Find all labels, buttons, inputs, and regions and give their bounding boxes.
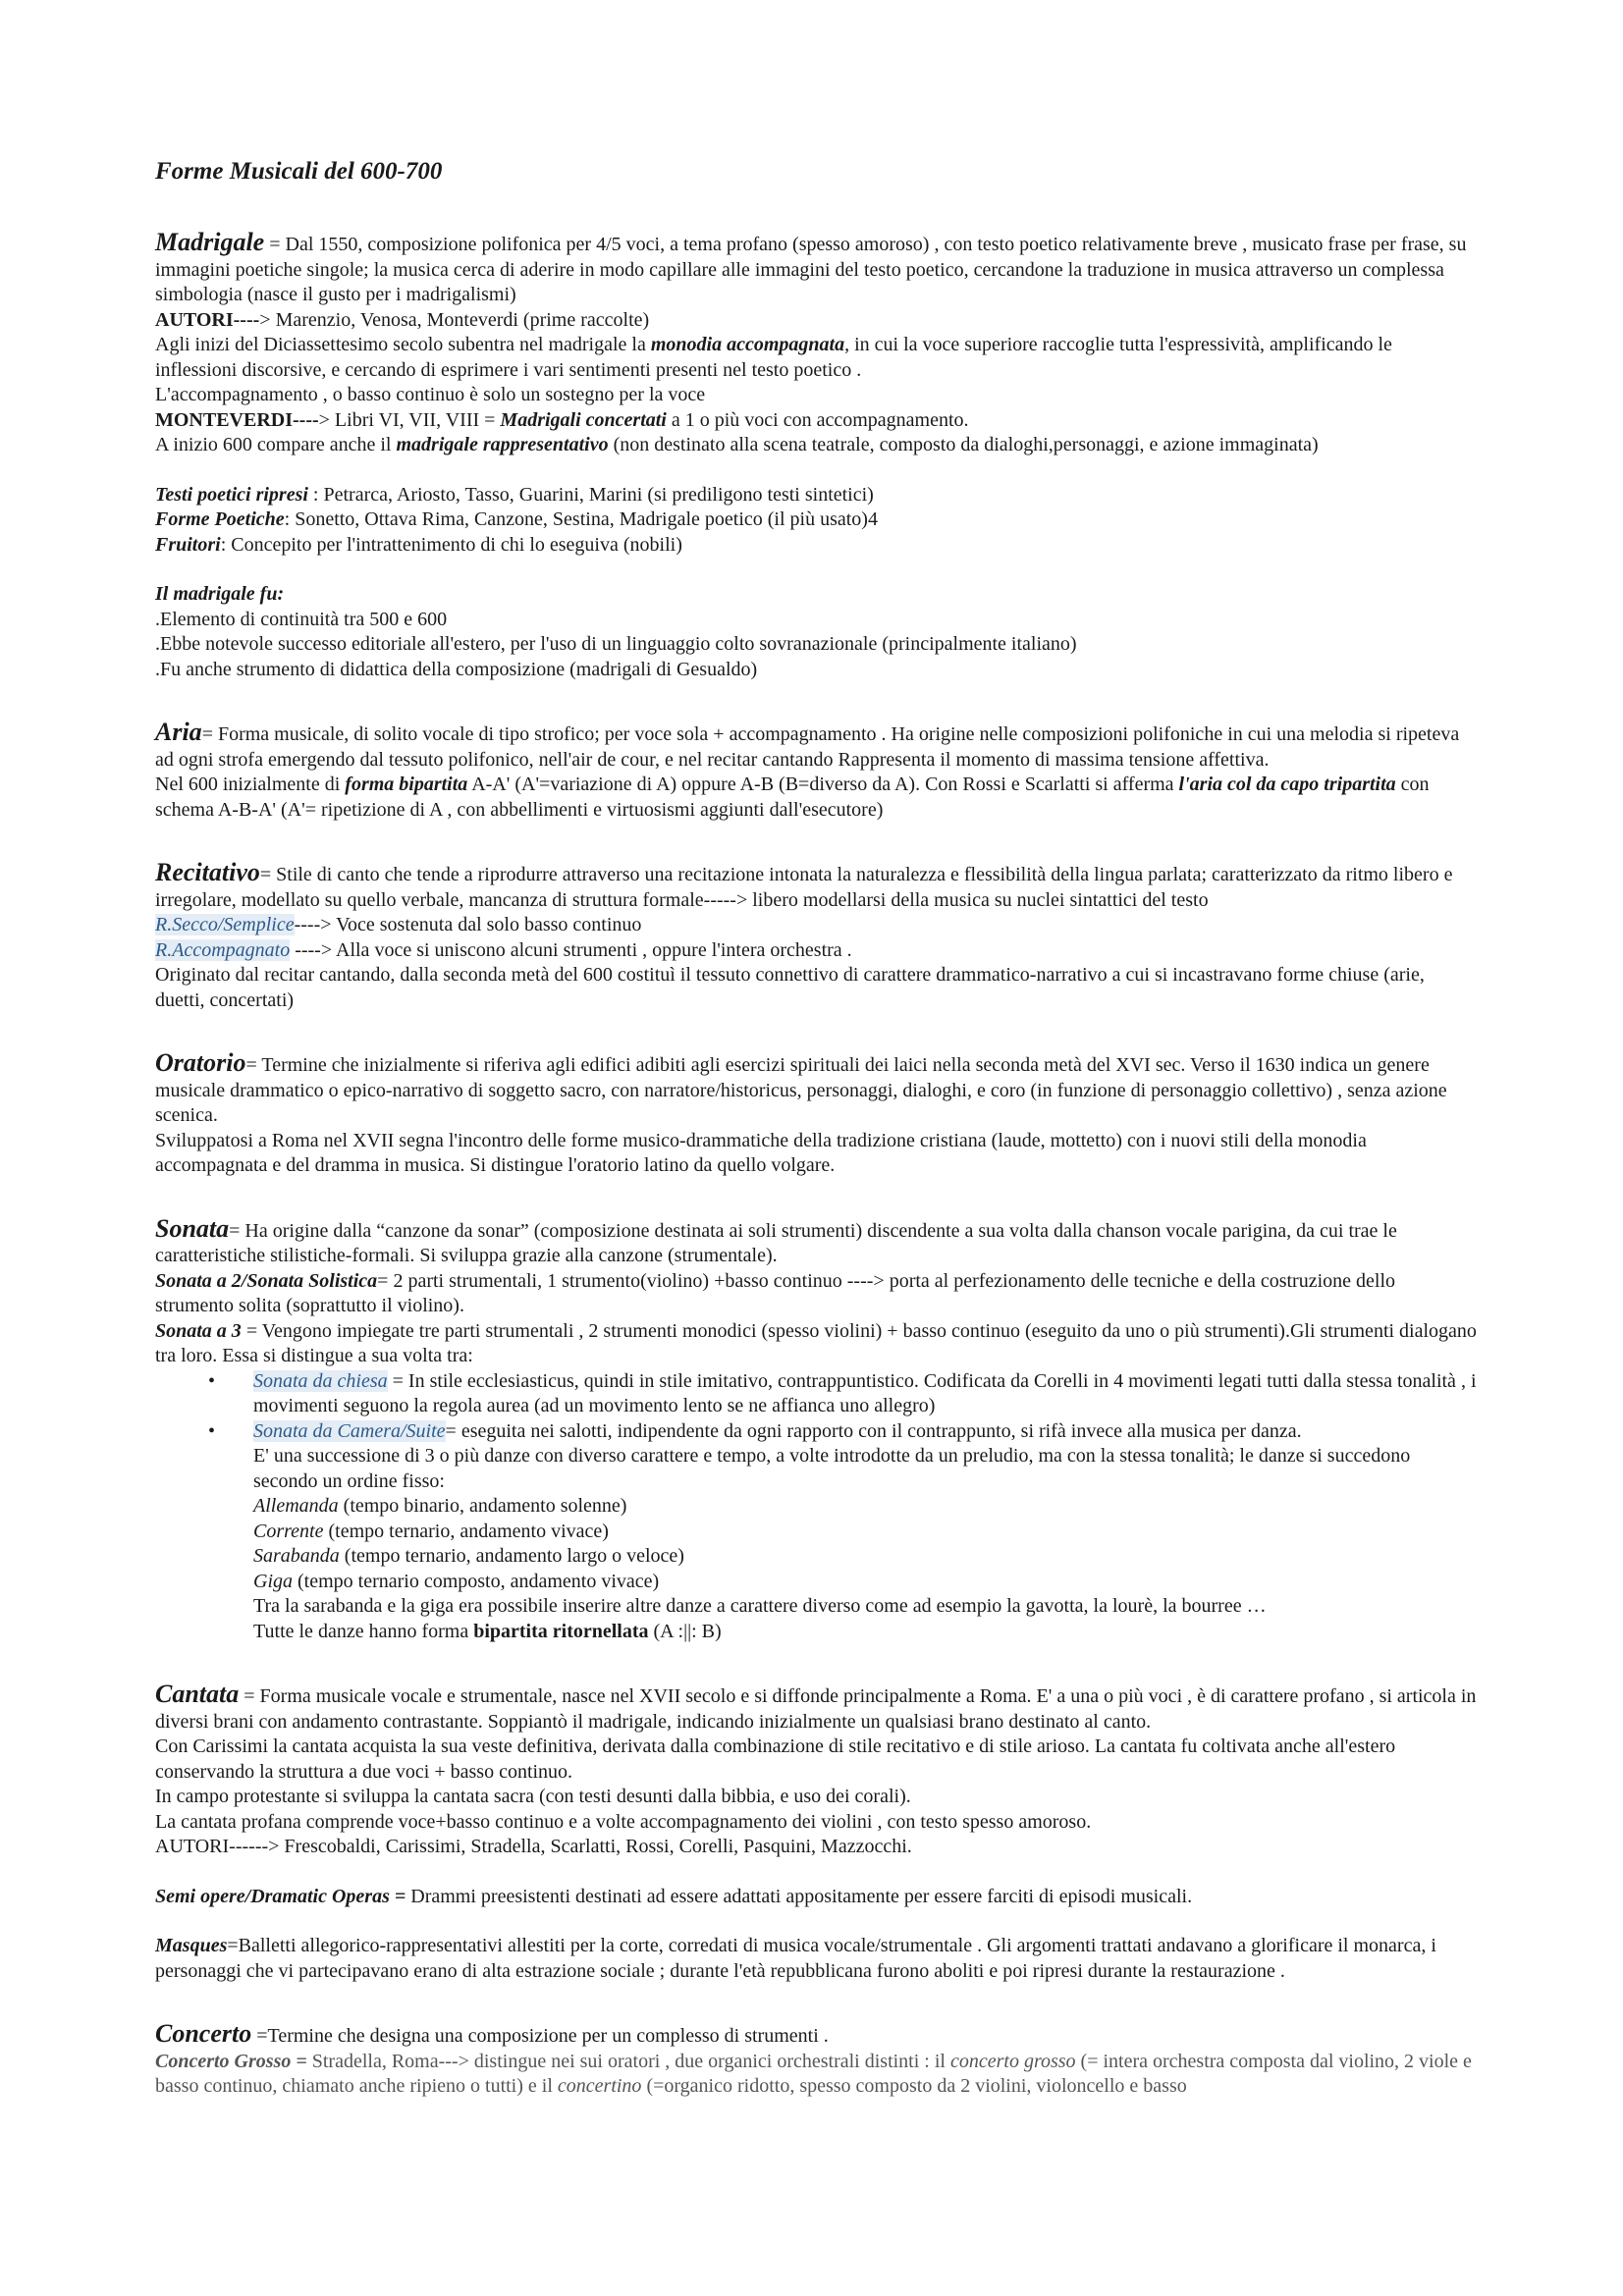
section-oratorio	[155, 1050, 1477, 1179]
text: a 1 o più voci con accompagnamento.	[666, 408, 969, 431]
dance-item	[253, 1520, 1477, 1545]
cantata-carissimi: Con Carissimi la cantata acquista la sua veste definitiva, derivata dalla combinazione di stile recitativo e di stile arioso. La cantata fu coltivata anche all'estero conservando la struttura a due voci + basso continuo.	[155, 1735, 1396, 1783]
text: Tutte le danze hanno forma	[253, 1620, 474, 1642]
madrigale-autori-text: > Marenzio, Venosa, Monteverdi (prime raccolte)	[259, 308, 650, 331]
cantata-profana: La cantata profana comprende voce+basso continuo e a volte accompagnamento dei violini , con testo spesso amoroso.	[155, 1810, 1092, 1833]
concerto-grosso-term: concerto grosso	[949, 2050, 1076, 2072]
list-item	[155, 1419, 1477, 1445]
text: ----> Alla voce si uniscono alcuni strumenti , oppure l'intera orchestra .	[290, 938, 852, 961]
recitativo-definition: = Stile di canto che tende a riprodurre attraverso una recitazione intonata la naturalezza e flessibilità della lingua parlata; caratterizzato da ritmo libero e irregolare, modellato su quello verbale, mancanza di struttura formale-----> libero modellarsi della musica su nuclei sintattici del testo	[155, 864, 1453, 911]
section-recitativo	[155, 860, 1477, 1013]
cantata-protestante: In campo protestante si sviluppa la cantata sacra (con testi desunti dalla bibbia, e uso dei corali).	[155, 1786, 911, 1807]
madrigale-rappresentativo-term: madrigale rappresentativo	[396, 434, 609, 455]
cantata-definition: = Forma musicale vocale e strumentale, nasce nel XVII secolo e si diffonde principalmente a Roma. E' a una o più voci , è di carattere profano , si articola in diversi brani con andamento contrastante. Soppiantò il madrigale, indicando inizialmente un qualsiasi brano destinato al canto.	[155, 1685, 1477, 1733]
sonata-definition: = Ha origine dalla “canzone da sonar” (composizione destinata ai soli strumenti) discendente a sua volta dalla chanson vocale parigina, da cui trae le caratteristiche stilistiche-formali. Si sviluppa grazie alla canzone (strumentale).	[155, 1219, 1397, 1266]
cantata-intro	[155, 1682, 1477, 1735]
sonata-camera-link[interactable]: Sonata da Camera/Suite	[253, 1419, 446, 1442]
masques-label: Masques	[155, 1935, 228, 1956]
dance-desc: (tempo ternario, andamento vivace)	[323, 1520, 609, 1542]
dance-desc: (tempo ternario, andamento largo o veloce)	[339, 1545, 684, 1567]
madrigale-monteverdi	[155, 408, 1477, 434]
madrigale-fu-label: Il madrigale fu:	[155, 583, 285, 605]
text: Drammi preesistenti destinati ad essere adattati appositamente per essere farciti di episodi musicali.	[406, 1885, 1193, 1907]
madrigale-forme	[155, 507, 1477, 533]
sonata-intro	[155, 1213, 1477, 1269]
recitativo-accompagnato	[155, 938, 1477, 964]
sonata-a3	[155, 1319, 1477, 1369]
oratorio-intro	[155, 1050, 1477, 1129]
testi-label: Testi poetici ripresi	[155, 483, 308, 506]
dance-desc: (tempo ternario composto, andamento vivace)	[293, 1570, 660, 1592]
madrigale-autori-label: AUTORI----	[155, 308, 260, 331]
madrigale-term: Madrigale	[155, 228, 265, 256]
aria-intro	[155, 720, 1477, 773]
bipartita-term: bipartita ritornellata	[473, 1620, 649, 1642]
sonata-a3-label: Sonata a 3	[155, 1319, 242, 1342]
text: > Libri VI, VII, VIII =	[318, 408, 501, 431]
madrigali-concertati-term: Madrigali concertati	[500, 408, 667, 431]
text: , in cui la voce superiore raccoglie tutta l'espressività, amplificando le inflessioni discorsive, e cercando di esprimere i vari sentimenti presenti nel testo poetico .	[155, 334, 1392, 381]
concertino-term: concertino	[557, 2075, 642, 2097]
recitativo-origine: Originato dal recitar cantando, dalla seconda metà del 600 costituì il tessuto connettivo di carattere drammatico-narrativo a cui si incastravano forme chiuse (arie, duetti, concertati)	[155, 964, 1425, 1011]
fruitori-label: Fruitori	[155, 533, 221, 556]
text: (non destinato alla scena teatrale, composto da dialoghi,personaggi, e azione immaginata)	[608, 434, 1319, 455]
madrigale-intro	[155, 230, 1477, 308]
dance-desc: (tempo binario, andamento solenne)	[338, 1495, 627, 1517]
page-title: Forme Musicali del 600-700	[155, 158, 443, 185]
oratorio-definition: = Termine che inizialmente si riferiva agli edifici adibiti agli esercizi spirituali dei laici nella seconda metà del XVI sec. Verso il 1630 indica un genere musicale drammatico o epico-narrativo di soggetto sacro, con narratore/historicus, personaggi, dialoghi, e coro (in funzione di personaggio collettivo) , senza azione scenica.	[155, 1054, 1447, 1126]
dance-item	[253, 1494, 1477, 1520]
sonata-types-list	[155, 1369, 1477, 1445]
madrigale-testi	[155, 483, 1477, 508]
section-semi-opere	[155, 1885, 1477, 1910]
forma-bipartita-term: forma bipartita	[345, 774, 468, 795]
dance-item	[253, 1570, 1477, 1595]
section-madrigale	[155, 230, 1477, 682]
cantata-term: Cantata	[155, 1680, 240, 1708]
text: = In stile ecclesiasticus, quindi in stile imitativo, contrappuntistico. Codificata da Corelli in 4 movimenti legati tutti dalla stessa tonalità , i movimenti seguono la regola aurea (ad un movimento lento se ne affianca uno allegro)	[253, 1369, 1477, 1416]
text: : Sonetto, Ottava Rima, Canzone, Sestina, Madrigale poetico (il più usato)4	[284, 508, 878, 530]
oratorio-term: Oratorio	[155, 1048, 246, 1077]
madrigale-autori	[155, 308, 1477, 334]
dance-name: Giga	[253, 1570, 293, 1592]
text: A inizio 600 compare anche il	[155, 434, 397, 455]
recitativo-secco-link[interactable]: R.Secco/Semplice	[155, 914, 295, 935]
concerto-definition: =Termine che designa una composizione per un complesso di strumenti .	[251, 2025, 829, 2047]
concerto-grosso	[155, 2050, 1477, 2100]
text: Stradella, Roma---> distingue nei sui oratori , due organici orchestrali distinti : il	[306, 2050, 950, 2072]
text: (= intera orchestra composta dal violino, 2 viole e basso continuo, chiamato anche ripieno o tutti) e il	[155, 2050, 1472, 2097]
dance-name: Sarabanda	[253, 1545, 340, 1567]
concerto-intro	[155, 2021, 1477, 2050]
list-item: .Elemento di continuità tra 500 e 600	[155, 608, 448, 630]
camera-forma	[253, 1620, 1477, 1645]
camera-extra-dances: Tra la sarabanda e la giga era possibile inserire altre danze a carattere diverso come ad esempio la gavotta, la lourè, la bourree …	[253, 1595, 1267, 1617]
semi-opere-label: Semi opere/Dramatic Operas =	[155, 1885, 406, 1907]
oratorio-sviluppo: Sviluppatosi a Roma nel XVII segna l'incontro delle forme musico-drammatiche della tradizione cristiana (laude, mottetto) con i nuovi stili della monodia accompagnata e del dramma in musica. Si distingue l'oratorio latino da quello volgare.	[155, 1129, 1367, 1176]
concerto-term: Concerto	[155, 2019, 252, 2048]
text: (=organico ridotto, spesso composto da 2 violini, violoncello e basso	[641, 2075, 1187, 2097]
cantata-autori: AUTORI------> Frescobaldi, Carissimi, Stradella, Scarlatti, Rossi, Corelli, Pasquini, Mazzocchi.	[155, 1836, 912, 1857]
recitativo-term: Recitativo	[155, 858, 260, 886]
section-aria	[155, 720, 1477, 823]
section-cantata	[155, 1682, 1477, 1860]
aria-definition: = Forma musicale, di solito vocale di tipo strofico; per voce sola + accompagnamento . Ha origine nelle composizioni polifoniche in cui una melodia si ripeteva ad ogni strofa emergendo dal tessuto polifonico, nell'air de cour, e nel recitar cantando Rappresenta il momento di massima tensione affettiva.	[155, 723, 1460, 771]
text: con schema A-B-A' (A'= ripetizione di A , con abbellimenti e virtuosismi aggiunti dall'esecutore)	[155, 774, 1430, 821]
list-item	[155, 1369, 1477, 1419]
text: ----> Voce sostenuta dal solo basso continuo	[294, 914, 642, 935]
aria-forma	[155, 773, 1477, 823]
madrigale-fruitori	[155, 533, 1477, 559]
masques-text	[155, 1934, 1477, 1984]
section-concerto	[155, 2021, 1477, 2100]
camera-description: E' una successione di 3 o più danze con diverso carattere e tempo, a volte introdotte da un preludio, ma con la stessa tonalità; le danze si succedono secondo un ordine fisso:	[253, 1445, 1411, 1492]
text: = Vengono impiegate tre parti strumentali , 2 strumenti monodici (spesso violini) + basso continuo (eseguito da uno o più strumenti).Gli strumenti dialogano tra loro. Essa si distingue a sua volta tra:	[155, 1319, 1477, 1366]
list-item: .Ebbe notevole successo editoriale all'estero, per l'uso di un linguaggio colto sovranazionale (principalmente italiano)	[155, 633, 1077, 655]
text: =Balletti allegorico-rappresentativi allestiti per la corte, corredati di musica vocale/strumentale . Gli argomenti trattati andavano a glorificare il monarca, i personaggi che vi partecipavano erano di alta estrazione sociale ; durante l'età repubblicana furono aboliti e poi ripresi durante la restaurazione .	[155, 1935, 1436, 1982]
monteverdi-label: MONTEVERDI----	[155, 408, 319, 431]
section-sonata	[155, 1213, 1477, 1645]
dance-name: Allemanda	[253, 1495, 339, 1517]
text: = 2 parti strumentali, 1 strumento(violino) +basso continuo ----> porta al perfezionamento delle tecniche e della costruzione dello strumento solita (soprattutto il violino).	[155, 1269, 1396, 1316]
recitativo-accompagnato-link[interactable]: R.Accompagnato	[155, 938, 291, 961]
text: (A :||: B)	[648, 1620, 722, 1642]
madrigale-rappresentativo	[155, 433, 1477, 458]
bullet-icon: •	[208, 1419, 216, 1442]
madrigale-definition: = Dal 1550, composizione polifonica per 4/5 voci, a tema profano (spesso amoroso) , con testo poetico relativamente breve , musicato frase per frase, su immagini poetiche singole; la musica cerca di aderire in modo capillare alle immagini del testo poetico, cercandone la traduzione in musica attraverso un complessa simbologia (nasce il gusto per i madrigalismi)	[155, 234, 1467, 305]
text: : Petrarca, Ariosto, Tasso, Guarini, Marini (si prediligono testi sintetici)	[307, 483, 874, 506]
aria-term: Aria	[155, 718, 202, 746]
sonata-camera-details	[155, 1444, 1477, 1644]
section-masques	[155, 1934, 1477, 1984]
concerto-grosso-label: Concerto Grosso =	[155, 2050, 307, 2072]
monodia-term: monodia accompagnata	[650, 334, 845, 355]
forme-label: Forme Poetiche	[155, 508, 285, 530]
madrigale-accompagnamento: L'accompagnamento , o basso continuo è solo un sostegno per la voce	[155, 384, 706, 405]
semi-opere-text	[155, 1885, 1477, 1910]
document-content	[155, 157, 1477, 2100]
text: A-A' (A'=variazione di A) oppure A-B (B=diverso da A). Con Rossi e Scarlatti si afferma	[467, 774, 1179, 795]
text: : Concepito per l'intrattenimento di chi lo eseguiva (nobili)	[220, 533, 682, 556]
madrigale-monodia	[155, 333, 1477, 383]
recitativo-secco	[155, 913, 1477, 938]
list-item: .Fu anche strumento di didattica della composizione (madrigali di Gesualdo)	[155, 658, 758, 680]
dance-item	[253, 1544, 1477, 1570]
sonata-a2-label: Sonata a 2/Sonata Solistica	[155, 1269, 378, 1292]
text: = eseguita nei salotti, indipendente da ogni rapporto con il contrappunto, si rifà invece alla musica per danza.	[445, 1419, 1302, 1442]
sonata-chiesa-link[interactable]: Sonata da chiesa	[253, 1369, 388, 1392]
sonata-a2	[155, 1269, 1477, 1319]
text: Agli inizi del Diciassettesimo secolo subentra nel madrigale la	[155, 334, 651, 355]
aria-da-capo-term: l'aria col da capo tripartita	[1178, 774, 1396, 795]
dance-name: Corrente	[253, 1520, 324, 1542]
recitativo-intro	[155, 860, 1477, 913]
text: Nel 600 inizialmente di	[155, 774, 346, 795]
sonata-term: Sonata	[155, 1213, 230, 1243]
bullet-icon: •	[208, 1369, 216, 1392]
